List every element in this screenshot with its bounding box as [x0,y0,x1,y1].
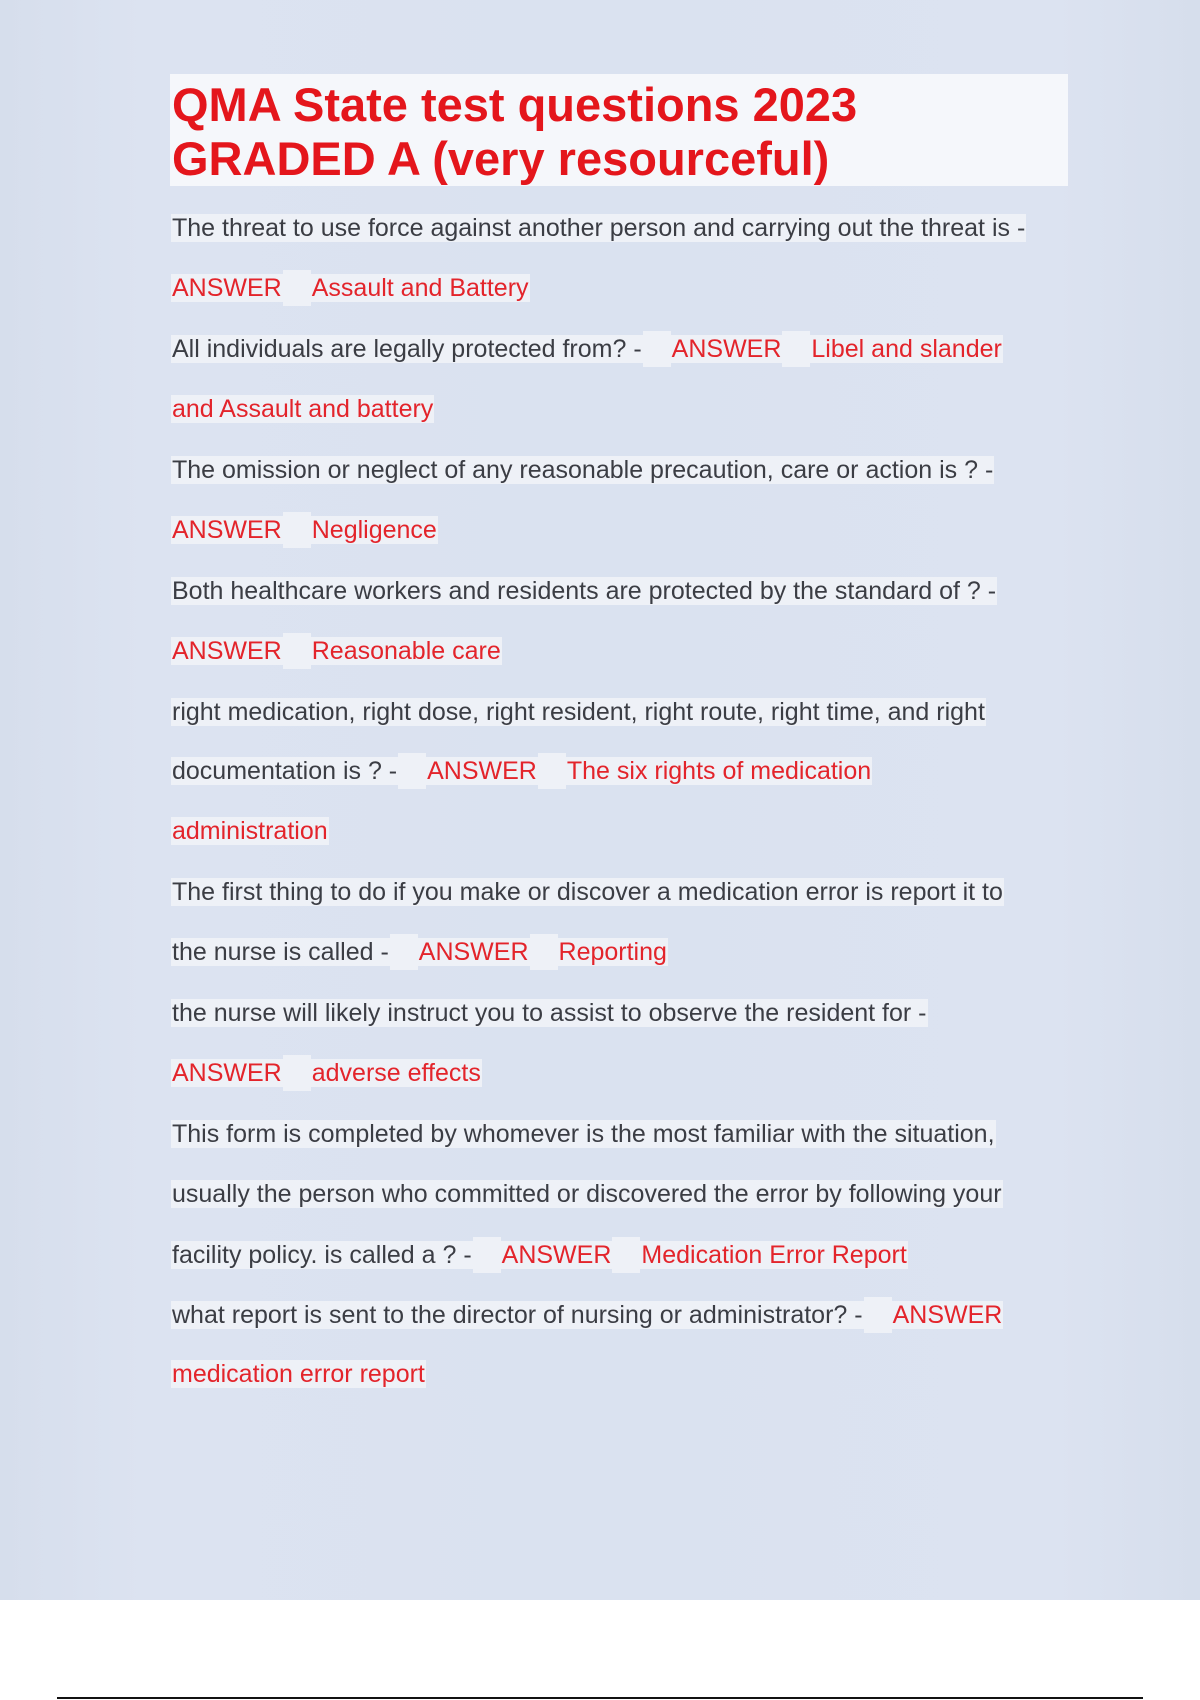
question-text: facility policy. is called a ? - [172,1241,472,1269]
text-line [171,813,329,849]
text-line [171,934,668,970]
text-line [171,633,502,669]
spacer [530,934,558,970]
question-text: The omission or neglect of any reasonable precaution, care or action is ? - [172,456,994,484]
text-line [171,694,986,730]
text-line [171,1356,426,1392]
answer-text: adverse effects [311,1059,481,1087]
answer-label: ANSWER [418,938,529,966]
title-box [170,74,1068,186]
answer-text: Medication Error Report [641,1241,907,1269]
answer-text: The six rights of medication [566,757,872,785]
text-line [171,391,434,427]
spacer [643,331,671,367]
question-text: Both healthcare workers and residents are protected by the standard of ? - [172,577,997,605]
footer-divider [57,1697,1143,1699]
text-line [171,1297,1003,1333]
answer-label: ANSWER [172,516,282,544]
answer-label: ANSWER [172,637,282,665]
document-title [170,74,1068,186]
spacer [398,753,426,789]
text-line [171,210,1026,246]
answer-label: ANSWER [427,757,537,785]
answer-text: medication error report [172,1360,425,1388]
answer-label: ANSWER [172,1059,282,1087]
spacer [538,753,566,789]
question-text: the nurse will likely instruct you to assist to observe the resident for - [172,999,927,1027]
question-text: All individuals are legally protected from? - [172,335,642,363]
question-text: The threat to use force against another person and carrying out the threat is - [172,214,1026,242]
question-text: The first thing to do if you make or discover a medication error is report it to [172,878,1003,906]
text-line [171,1237,908,1273]
answer-text: Negligence [311,516,437,544]
answer-text: Libel and slander [811,335,1002,363]
question-text: usually the person who committed or discovered the error by following your [172,1180,1002,1208]
spacer [782,331,810,367]
answer-label: ANSWER [671,335,782,363]
answer-label: ANSWER [892,1301,1003,1329]
spacer [390,934,418,970]
spacer [283,512,311,548]
text-line [171,512,438,548]
text-line [171,1176,1003,1212]
text-line [171,573,997,609]
spacer [473,1237,501,1273]
question-text: This form is completed by whomever is the most familiar with the situation, [172,1120,995,1148]
text-line [171,1116,996,1152]
text-line [171,874,1004,910]
question-text: the nurse is called - [172,938,389,966]
answer-text: Reasonable care [311,637,501,665]
answer-text: Reporting [558,938,667,966]
question-text: documentation is ? - [172,757,398,785]
text-line [171,753,872,789]
spacer [283,633,311,669]
title-line-1: QMA State test questions 2023 [172,78,858,131]
text-line [171,995,928,1031]
spacer [283,1055,311,1091]
text-line [171,331,1003,367]
question-text: right medication, right dose, right resident, right route, right time, and right [172,698,985,726]
text-line [171,452,994,488]
answer-text: and Assault and battery [172,395,434,423]
spacer [283,270,311,306]
spacer [864,1297,892,1333]
text-line [171,270,530,306]
answer-text: administration [172,817,328,845]
spacer [612,1237,640,1273]
question-text: what report is sent to the director of nursing or administrator? - [172,1301,863,1329]
answer-label: ANSWER [172,274,282,302]
answer-text: Assault and Battery [311,274,529,302]
text-line [171,1055,482,1091]
title-line-2: GRADED A (very resourceful) [172,132,830,185]
answer-label: ANSWER [501,1241,612,1269]
